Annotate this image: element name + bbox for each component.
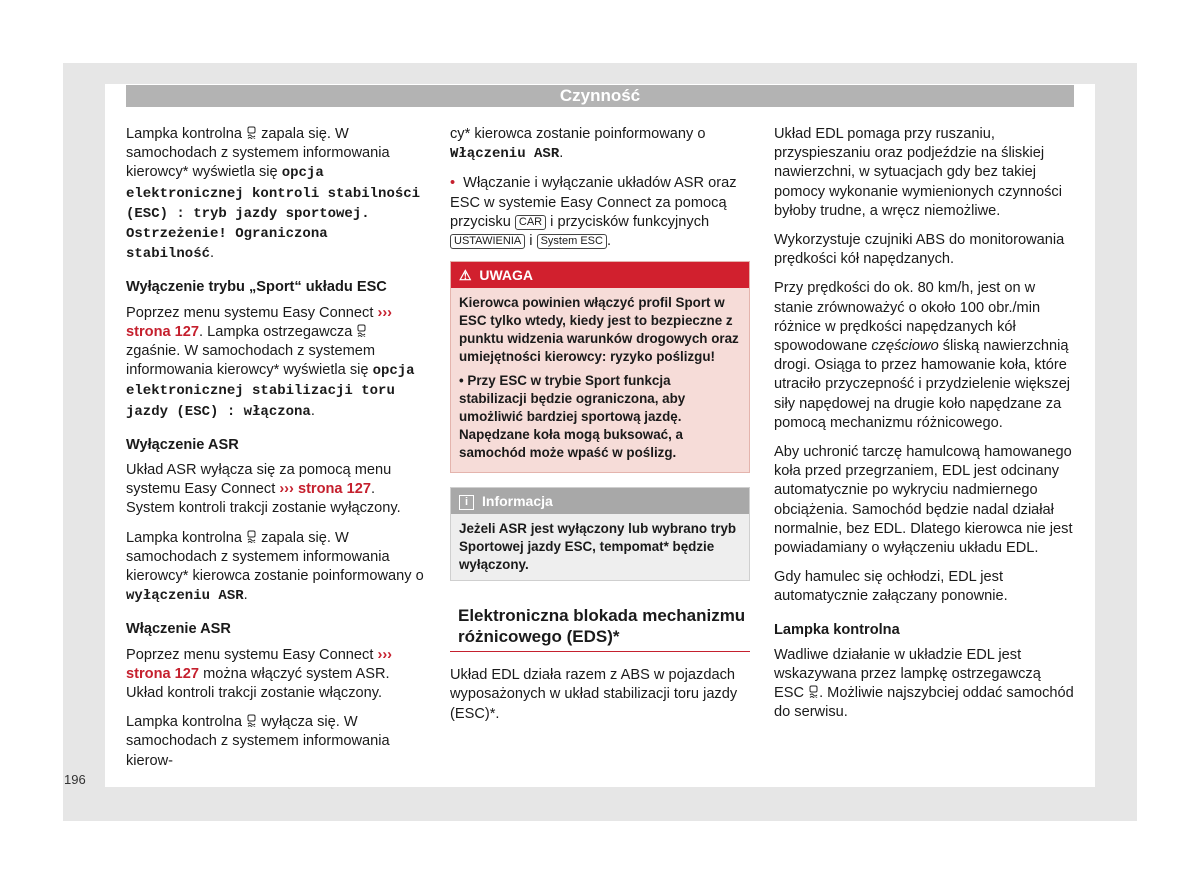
column-3 bbox=[774, 125, 1074, 733]
paragraph: Gdy hamulec się ochłodzi, EDL jest automatycznie załączany ponownie. bbox=[774, 569, 1008, 605]
paragraph: Wadliwe działanie w układzie EDL jest wskazywana przez lampkę ostrzegawczą ESC . Możliwie najszybciej oddać samochód do serwisu. bbox=[774, 646, 1074, 721]
warning-box bbox=[450, 261, 750, 473]
subheading: Wyłączenie ASR bbox=[126, 436, 239, 453]
section-title: Elektroniczna blokada mechanizmu różnicowego (EDS)* bbox=[450, 605, 750, 652]
paragraph: Lampka kontrolna zapala się. W samochodach z systemem informowania kierowcy* wyświetla się opcja elektronicznej kontroli stabilności (ESC) : tryb jazdy sportowej. Ostrzeżenie! Ograniczona stabilność. bbox=[126, 126, 421, 263]
column-1 bbox=[126, 125, 424, 781]
subheading: Włączenie ASR bbox=[126, 621, 231, 638]
subheading: Wyłączenie trybu „Sport“ układu ESC bbox=[126, 279, 387, 296]
paragraph: Aby uchronić tarczę hamulcową hamowanego koła przed przegrzaniem, EDL jest odcinany automatycznie po wykryciu nadmiernego obciążenia. Samochód będzie nadal działał normalnie, bez EDL. Dlatego kierowca nie jest powiadamiany o wyłączeniu układu EDL. bbox=[774, 444, 1073, 557]
page-link[interactable]: ››› strona 127 bbox=[279, 481, 371, 498]
paragraph: Układ ASR wyłącza się za pomocą menu systemu Easy Connect ››› strona 127. System kontroli trakcji zostanie wyłączony. bbox=[126, 462, 401, 517]
paragraph: • Włączanie i wyłączanie układów ASR oraz ESC w systemie Easy Connect za pomocą przycisku CAR i przycisków funkcyjnych USTAWIENIA i System ESC . bbox=[450, 175, 737, 250]
paragraph: Przy prędkości do ok. 80 km/h, jest on w stanie zrównoważyć o około 100 obr./min różnice w prędkości napędzanych kół spowodowane częściowo śliską nawierzchnią drogi. Osiąga to przez hamowanie koła, które utraciło przyczepność i przydzielenie większej siły napędowej na drugie koło napędzane za pomocą mechanizmu różnicowego. bbox=[774, 280, 1071, 431]
paragraph: Lampka kontrolna wyłącza się. W samochodach z systemem informowania kierow- bbox=[126, 714, 390, 769]
warning-header bbox=[451, 262, 749, 288]
column-2 bbox=[450, 125, 750, 734]
esc-warning-lamp-icon bbox=[246, 714, 257, 727]
paragraph: Układ EDL działa razem z ABS w pojazdach wyposażonych w układ stabilizacji toru jazdy (ESC)*. bbox=[450, 667, 738, 722]
page-link[interactable]: ››› strona 127 bbox=[126, 646, 393, 682]
warning-title: UWAGA bbox=[479, 267, 534, 284]
esc-warning-lamp-icon bbox=[808, 685, 819, 698]
warning-triangle-icon: ⚠ bbox=[459, 267, 472, 284]
paragraph: Lampka kontrolna zapala się. W samochodach z systemem informowania kierowcy* kierowca zostanie poinformowany o wyłączeniu ASR. bbox=[126, 529, 424, 605]
settings-key-button: USTAWIENIA bbox=[450, 234, 525, 249]
paragraph: Wykorzystuje czujniki ABS do monitorowania prędkości kół napędzanych. bbox=[774, 232, 1065, 268]
page-number: 196 bbox=[64, 772, 86, 787]
paragraph: Poprzez menu systemu Easy Connect ››› strona 127 można włączyć system ASR. Układ kontroli trakcji zostanie włączony. bbox=[126, 646, 393, 702]
esc-warning-lamp-icon bbox=[246, 530, 257, 543]
warning-item: Kierowca powinien włączyć profil Sport w ESC tylko wtedy, kiedy jest to bezpieczne z punktu widzenia warunków drogowych oraz umiejętności kierowcy: ryzyko poślizgu! bbox=[459, 295, 739, 365]
info-header bbox=[451, 488, 749, 514]
warning-body bbox=[451, 288, 749, 472]
info-body: Jeżeli ASR jest wyłączony lub wybrano tryb Sportowej jazdy ESC, tempomat* będzie wyłączony. bbox=[459, 521, 737, 573]
paragraph: cy* kierowca zostanie poinformowany o Włączeniu ASR. bbox=[450, 126, 706, 163]
esc-warning-lamp-icon bbox=[246, 126, 257, 139]
info-title: Informacja bbox=[482, 493, 553, 510]
paragraph: Poprzez menu systemu Easy Connect ››› strona 127. Lampka ostrzegawcza zgaśnie. W samochodach z systemem informowania kierowcy* wyświetla się opcja elektronicznej stabilizacji toru jazdy (ESC) : włączona. bbox=[126, 304, 415, 420]
paragraph: Układ EDL pomaga przy ruszaniu, przyspieszaniu oraz podjeździe na śliskiej nawierzchni, w sytuacjach gdy bez takiej pomocy wykonanie wymienionych czynności byłoby trudne, a wręcz niemożliwe. bbox=[774, 126, 1062, 219]
section-header: Czynność bbox=[126, 85, 1074, 107]
warning-item: • Przy ESC w trybie Sport funkcja stabilizacji będzie ograniczona, aby umożliwić bardziej sportową jazdę. Napędzane koła mogą buksować, a samochód może wpaść w poślizg. bbox=[459, 373, 686, 461]
esc-warning-lamp-icon bbox=[356, 324, 367, 337]
bullet-icon: • bbox=[450, 175, 456, 192]
page-link[interactable]: ››› strona 127 bbox=[126, 304, 393, 340]
system-esc-key-button: System ESC bbox=[537, 234, 607, 249]
info-box bbox=[450, 487, 750, 581]
subheading: Lampka kontrolna bbox=[774, 621, 900, 638]
info-icon: i bbox=[459, 495, 474, 510]
car-key-button: CAR bbox=[515, 215, 546, 230]
